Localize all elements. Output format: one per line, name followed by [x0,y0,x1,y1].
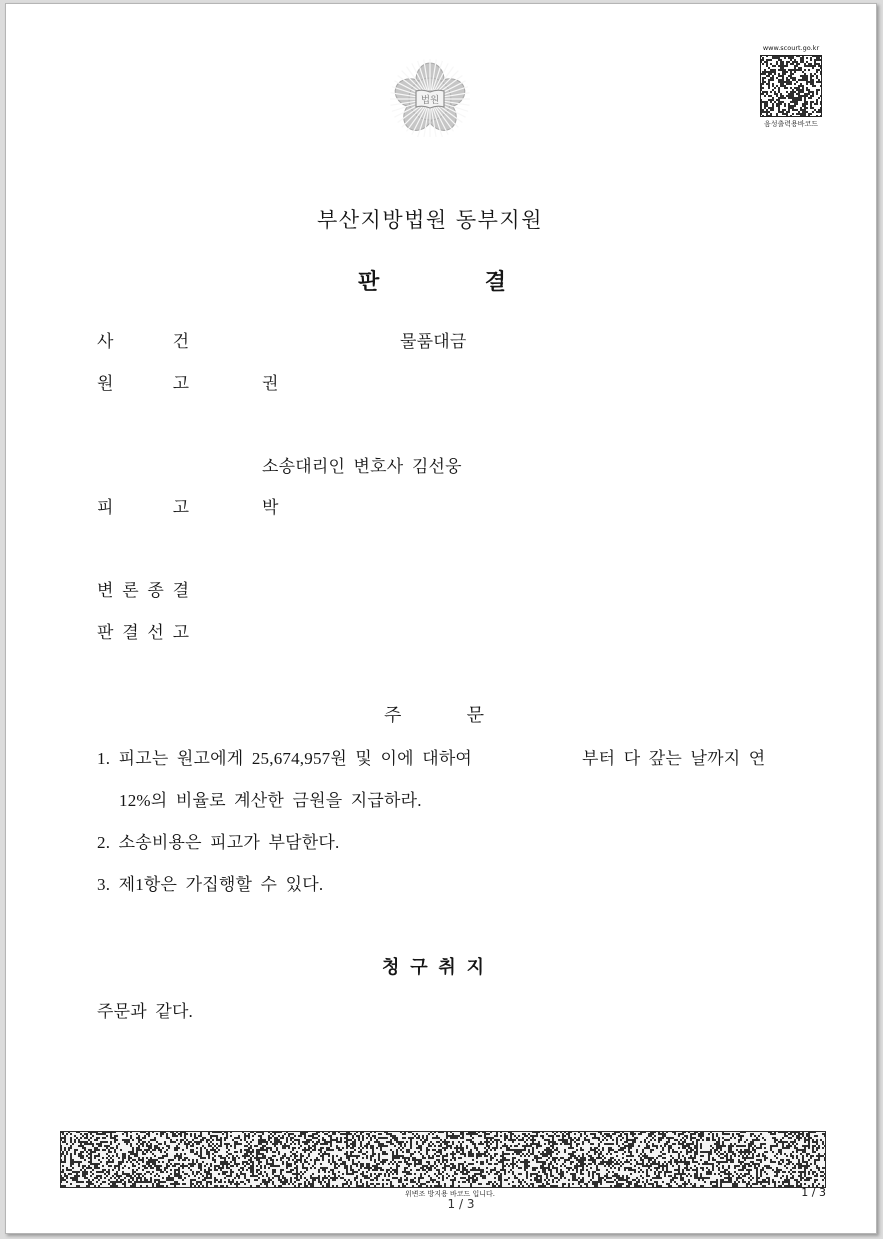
case-label: 사 건 [97,332,189,351]
emblem-text: 법원 [420,95,440,106]
claim-heading: 청 구 취 지 [382,957,484,978]
voice-output-barcode [760,55,822,117]
document-type-heading: 판 결 [358,270,506,295]
anti-forgery-barcode [60,1131,826,1188]
court-emblem [390,57,470,137]
emblem-book [416,90,444,108]
order-heading: 주 문 [384,705,484,726]
plaintiff-value: 권 [262,374,279,393]
defendant-value: 박 [262,498,279,517]
plaintiff-label: 원 고 [97,374,189,393]
court-site-url: www.scourt.go.kr [762,44,820,52]
judgment-document-page [5,3,877,1234]
page-number-right: 1 / 3 [801,1186,826,1199]
order-item-1-continuation: 12%의 비율로 계산한 금원을 지급하라. [119,791,422,810]
case-value: 물품대금 [400,332,467,351]
defendant-label: 피 고 [97,498,189,517]
order-item-3: 3. 제1항은 가집행할 수 있다. [97,875,324,894]
plaintiff-counsel: 소송대리인 변호사 김선웅 [262,457,462,476]
judgment-date-label: 판 결 선 고 [97,623,189,642]
order-item-1: 1. 피고는 원고에게 25,674,957원 및 이에 대하여 [97,749,473,768]
order-item-2: 2. 소송비용은 피고가 부담한다. [97,833,340,852]
claim-text: 주문과 같다. [97,1002,194,1021]
court-name: 부산지방법원 동부지원 [316,208,544,232]
page-number-center: 1 / 3 [447,1197,475,1211]
barcode-note: 위변조 방지용 바코드 입니다. [404,1190,496,1198]
voice-barcode-caption: 음성출력용바코드 [763,120,819,128]
order-item-1-after-gap: 부터 다 갚는 날까지 연 [582,749,766,768]
argument-closed-label: 변 론 종 결 [97,581,189,600]
